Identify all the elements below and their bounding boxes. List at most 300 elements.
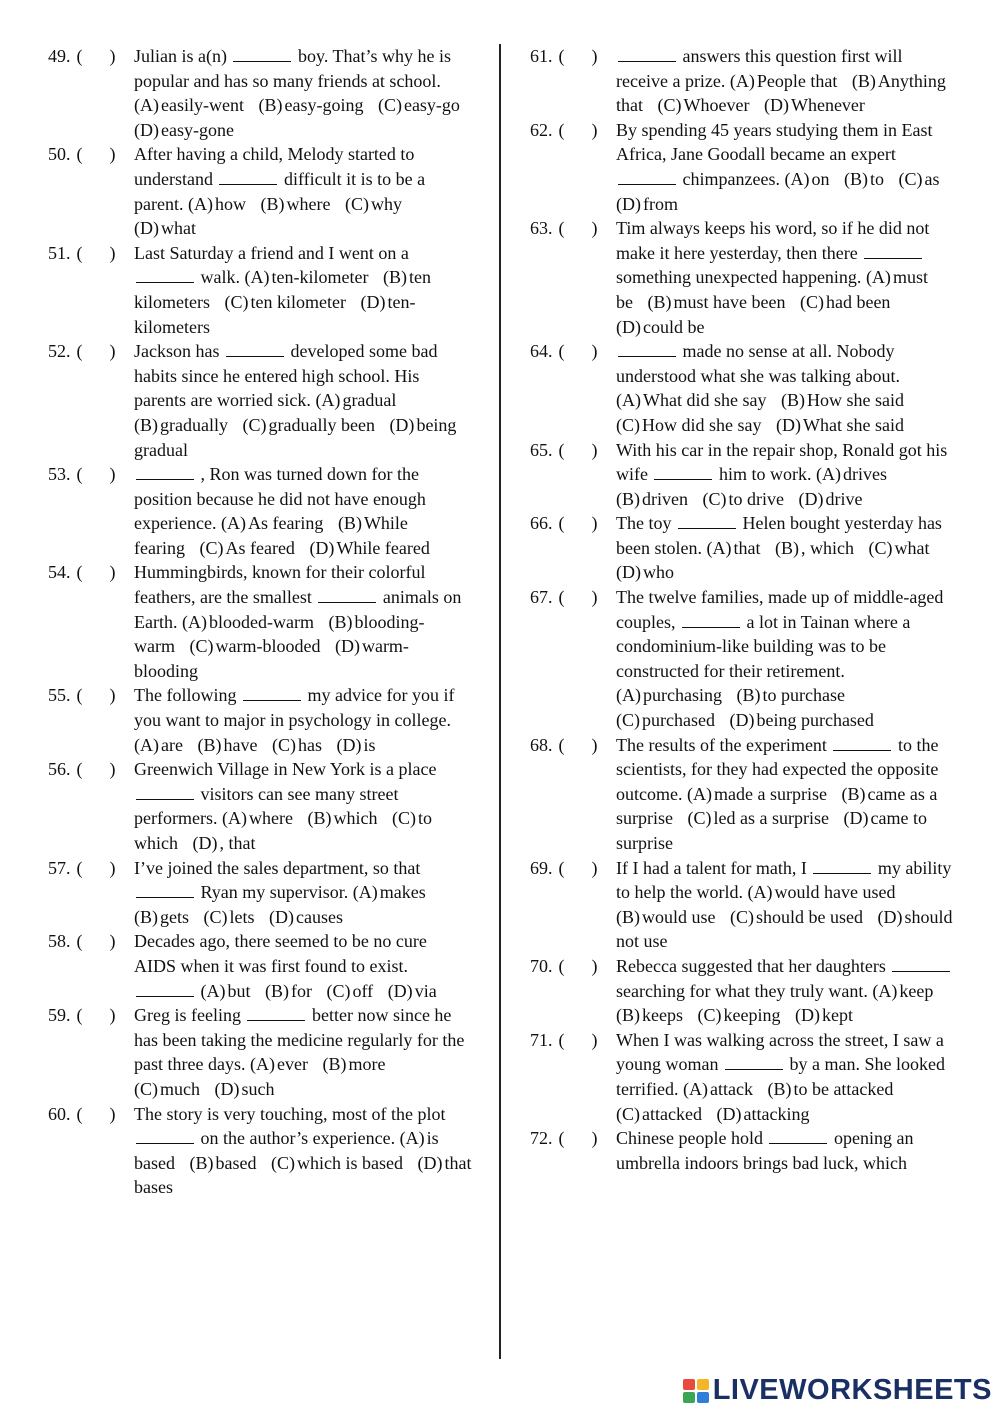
option-label: (C) — [868, 537, 893, 558]
question-stem: Jackson has — [134, 341, 220, 362]
answer-option[interactable] — [616, 1005, 683, 1025]
question-stem: Rebecca suggested that her daughters — [616, 955, 886, 976]
answer-option[interactable] — [345, 194, 402, 214]
option-label: (D) — [417, 1152, 443, 1173]
answer-option[interactable] — [134, 218, 196, 238]
option-text: Whenever — [790, 95, 865, 116]
answer-option[interactable] — [245, 267, 369, 287]
answer-parentheses[interactable]: ( ) — [558, 218, 598, 239]
option-label: (B) — [616, 906, 640, 927]
option-text: easy-go — [403, 95, 460, 116]
option-text: why — [370, 193, 402, 214]
option-label: (C) — [898, 168, 923, 189]
option-text: should not use — [616, 906, 953, 952]
option-text: came as a surprise — [616, 783, 938, 829]
option-label: (A) — [134, 734, 159, 755]
question-number-text: 54. — [48, 562, 71, 583]
answer-blank[interactable] — [833, 735, 891, 751]
option-label: (C) — [224, 291, 249, 312]
option-text: As feared — [225, 537, 295, 558]
answer-blank[interactable] — [136, 267, 194, 283]
option-text: have — [223, 734, 258, 755]
answer-parentheses[interactable]: ( ) — [76, 857, 116, 878]
answer-parentheses[interactable]: ( ) — [76, 931, 116, 952]
question — [48, 44, 472, 142]
question-number-text: 53. — [48, 464, 71, 485]
answer-option[interactable] — [798, 489, 862, 509]
option-label: (C) — [616, 414, 640, 435]
answer-option[interactable] — [221, 513, 323, 533]
answer-blank[interactable] — [136, 1128, 194, 1144]
answer-option[interactable] — [182, 612, 314, 632]
answer-blank[interactable] — [654, 464, 712, 480]
answer-option[interactable] — [702, 489, 784, 509]
answer-option[interactable] — [868, 538, 929, 558]
answer-blank[interactable] — [813, 858, 871, 874]
answer-parentheses[interactable]: ( ) — [76, 685, 116, 706]
option-text: ten kilometer — [250, 291, 346, 312]
option-text: makes — [379, 882, 426, 903]
answer-option[interactable] — [388, 981, 437, 1001]
option-label: (D) — [360, 291, 386, 312]
option-text: While feared — [336, 537, 430, 558]
answer-option[interactable] — [616, 907, 716, 927]
answer-option[interactable] — [250, 1054, 308, 1074]
answer-option[interactable] — [616, 685, 722, 705]
option-label: (C) — [134, 1078, 158, 1099]
option-label: (B) — [736, 685, 761, 706]
answer-parentheses[interactable]: ( ) — [558, 439, 598, 460]
answer-parentheses[interactable]: ( ) — [558, 857, 598, 878]
option-label: (D) — [134, 119, 159, 140]
option-label: (D) — [798, 488, 824, 509]
option-label: (C) — [189, 636, 214, 657]
question-stem-continued: my ability to help the world. — [616, 857, 952, 903]
answer-parentheses[interactable]: ( ) — [76, 242, 116, 263]
answer-parentheses[interactable]: ( ) — [558, 46, 598, 66]
question-number — [530, 118, 598, 143]
option-label: (B) — [307, 808, 332, 829]
option-text: to purchase — [762, 685, 845, 706]
option-text: While fearing — [134, 513, 408, 558]
answer-option[interactable] — [315, 390, 396, 410]
question — [48, 856, 472, 930]
option-text: but — [227, 980, 251, 1001]
answer-blank[interactable] — [136, 981, 194, 997]
option-label: (D) — [334, 636, 360, 657]
option-label: (A) — [200, 980, 226, 1001]
answer-blank[interactable] — [725, 1054, 783, 1070]
answer-option[interactable] — [688, 808, 829, 828]
option-label: (C) — [730, 906, 754, 927]
answer-option[interactable] — [616, 489, 688, 509]
answer-blank[interactable] — [892, 956, 950, 972]
answer-option[interactable] — [197, 735, 257, 755]
option-label: (B) — [616, 488, 640, 509]
answer-option[interactable] — [683, 1079, 753, 1099]
option-text: for — [291, 980, 313, 1001]
option-label: (B) — [337, 513, 362, 534]
answer-parentheses[interactable]: ( ) — [558, 955, 598, 976]
answer-option[interactable] — [648, 292, 786, 312]
option-text: attack — [709, 1078, 753, 1099]
option-text: is — [363, 734, 376, 755]
option-text: had been — [825, 291, 891, 312]
answer-parentheses[interactable]: ( ) — [558, 119, 598, 140]
question-number-text: 67. — [530, 587, 553, 608]
answer-option[interactable] — [215, 1079, 275, 1099]
answer-option[interactable] — [258, 95, 363, 115]
question — [48, 929, 472, 1003]
option-label: (D) — [843, 808, 869, 829]
question — [48, 1003, 472, 1101]
option-text: to which — [134, 808, 432, 853]
answer-blank[interactable] — [136, 882, 194, 898]
option-text: purchasing — [643, 685, 722, 706]
option-label: (C) — [799, 291, 824, 312]
answer-option[interactable] — [204, 907, 255, 927]
answer-option[interactable] — [134, 907, 189, 927]
answer-option[interactable] — [199, 538, 294, 558]
column-divider — [499, 44, 501, 1359]
answer-option[interactable] — [272, 735, 322, 755]
answer-option[interactable] — [616, 390, 766, 410]
answer-option[interactable] — [269, 907, 343, 927]
answer-blank[interactable] — [233, 46, 291, 62]
option-label: (B) — [851, 70, 876, 91]
option-text: How she said — [806, 390, 904, 411]
answer-option[interactable] — [775, 538, 854, 558]
question-stem: The results of the experiment — [616, 734, 827, 755]
option-text: easily-went — [161, 95, 244, 116]
answer-option[interactable] — [222, 808, 293, 828]
option-text: lets — [229, 906, 255, 927]
question-number-text: 51. — [48, 242, 71, 263]
liveworksheets-logo — [683, 1374, 992, 1407]
option-text: kept — [821, 1005, 853, 1026]
option-label: (D) — [309, 537, 335, 558]
option-text: where — [248, 808, 293, 829]
option-label: (C) — [697, 1005, 722, 1026]
answer-option[interactable] — [224, 292, 345, 312]
option-label: (A) — [865, 267, 891, 288]
option-label: (D) — [716, 1103, 742, 1124]
question — [530, 1028, 958, 1126]
question-number — [48, 241, 116, 266]
question-number — [48, 929, 116, 954]
answer-option[interactable] — [134, 1079, 200, 1099]
answer-option[interactable] — [730, 71, 837, 91]
answer-option[interactable] — [697, 1005, 780, 1025]
answer-option[interactable] — [764, 95, 865, 115]
option-text: would use — [642, 906, 716, 927]
question-number-text: 63. — [530, 218, 553, 239]
option-text: attacking — [743, 1103, 810, 1124]
option-label: (A) — [249, 1054, 275, 1075]
option-text: made a surprise — [713, 783, 827, 804]
question-number-text: 61. — [530, 46, 553, 66]
option-text: warm-blooding — [134, 636, 409, 681]
option-text: to drive — [728, 488, 784, 509]
answer-option[interactable] — [872, 981, 933, 1001]
answer-option[interactable] — [260, 194, 330, 214]
question-stem: The toy — [616, 513, 672, 534]
question-number-text: 64. — [530, 341, 553, 362]
answer-parentheses[interactable]: ( ) — [76, 562, 116, 583]
option-text: blooding-warm — [134, 611, 425, 657]
question-number-text: 70. — [530, 955, 553, 976]
option-label: (B) — [843, 168, 868, 189]
answer-option[interactable] — [706, 538, 760, 558]
question — [530, 216, 958, 339]
answer-option[interactable] — [616, 1104, 702, 1124]
option-label: (B) — [265, 980, 290, 1001]
answer-blank[interactable] — [618, 169, 676, 185]
answer-option[interactable] — [687, 784, 827, 804]
answer-blank[interactable] — [136, 464, 194, 480]
question-number-text: 65. — [530, 439, 553, 460]
question-number — [530, 511, 598, 536]
option-text: which is based — [296, 1152, 403, 1173]
answer-option[interactable] — [767, 1079, 893, 1099]
logo-mark-icon — [683, 1379, 709, 1403]
option-label: (B) — [189, 1152, 214, 1173]
answer-option[interactable] — [776, 415, 904, 435]
question-number-text: 49. — [48, 46, 71, 66]
answer-option[interactable] — [336, 735, 375, 755]
logo-text: LIVEWORKSHEETS — [712, 1374, 992, 1406]
option-label: (B) — [774, 537, 799, 558]
answer-blank[interactable] — [678, 513, 736, 529]
option-text: , that — [219, 833, 256, 853]
option-label: (A) — [784, 168, 810, 189]
option-label: (B) — [767, 1078, 792, 1099]
answer-option[interactable] — [378, 95, 460, 115]
option-label: (A) — [315, 390, 341, 411]
answer-option[interactable] — [327, 981, 374, 1001]
answer-option[interactable] — [134, 735, 183, 755]
question-number — [530, 1028, 598, 1053]
answer-blank[interactable] — [769, 1128, 827, 1144]
question — [530, 438, 958, 512]
answer-option[interactable] — [616, 317, 704, 337]
question — [48, 142, 472, 240]
answer-option[interactable] — [795, 1005, 853, 1025]
answer-option[interactable] — [898, 169, 939, 189]
question — [48, 339, 472, 462]
answer-option[interactable] — [353, 882, 426, 902]
option-label: (B) — [322, 1054, 347, 1075]
question-number — [530, 954, 598, 979]
answer-option[interactable] — [189, 1153, 256, 1173]
option-text: who — [643, 562, 674, 583]
question-number — [530, 1126, 598, 1151]
question-number-text: 60. — [48, 1103, 71, 1124]
option-label: (B) — [134, 414, 158, 435]
option-label: (D) — [387, 980, 413, 1001]
option-text: to — [869, 168, 884, 189]
answer-parentheses[interactable]: ( ) — [558, 1029, 598, 1050]
answer-parentheses[interactable]: ( ) — [76, 1005, 116, 1026]
answer-blank[interactable] — [618, 341, 676, 357]
question-stem: Greg is feeling — [134, 1005, 241, 1026]
question-number-text: 62. — [530, 119, 553, 140]
answer-option[interactable] — [816, 464, 887, 484]
option-label: (A) — [187, 193, 213, 214]
question — [530, 44, 958, 118]
option-text: from — [643, 193, 678, 214]
answer-parentheses[interactable]: ( ) — [76, 144, 116, 165]
question-number — [530, 216, 598, 241]
question-number — [48, 1102, 116, 1127]
answer-option[interactable] — [188, 194, 246, 214]
question-number-text: 55. — [48, 685, 71, 706]
answer-option[interactable] — [309, 538, 429, 558]
question-stem: Last Saturday a friend and I went on a — [134, 242, 409, 263]
option-label: (D) — [794, 1005, 820, 1026]
answer-blank[interactable] — [247, 1005, 305, 1021]
answer-option[interactable] — [134, 95, 244, 115]
answer-option[interactable] — [716, 1104, 809, 1124]
logo-square-blue — [697, 1392, 709, 1403]
question-number — [48, 462, 116, 487]
answer-option[interactable] — [616, 710, 715, 730]
answer-option[interactable] — [800, 292, 890, 312]
option-label: (A) — [815, 464, 841, 485]
option-label: (C) — [657, 95, 682, 116]
option-label: (A) — [682, 1078, 708, 1099]
answer-blank[interactable] — [219, 169, 277, 185]
answer-option[interactable] — [134, 120, 234, 140]
option-text: such — [241, 1078, 275, 1099]
answer-option[interactable] — [730, 907, 863, 927]
answer-option[interactable] — [658, 95, 750, 115]
answer-option[interactable] — [616, 562, 674, 582]
option-label: (D) — [616, 193, 641, 214]
question-stem: Tim always keeps his word, so if he did not make it here yesterday, then there — [616, 218, 930, 263]
option-text: What did she say — [643, 390, 767, 411]
answer-blank[interactable] — [243, 685, 301, 701]
option-label: (B) — [780, 390, 805, 411]
answer-option[interactable] — [134, 415, 228, 435]
option-label: (B) — [328, 611, 353, 632]
answer-parentheses[interactable]: ( ) — [76, 464, 116, 485]
question-stem-continued: on the author’s experience. — [200, 1128, 396, 1149]
option-text: would have used — [774, 882, 896, 903]
option-text: which — [333, 808, 378, 829]
answer-parentheses[interactable]: ( ) — [558, 1128, 598, 1149]
option-text: gradually — [160, 414, 228, 435]
question-number — [48, 339, 116, 364]
question-number — [530, 585, 598, 610]
option-label: (B) — [841, 783, 866, 804]
left-column — [48, 44, 472, 1200]
option-label: (D) — [729, 710, 755, 731]
answer-option[interactable] — [616, 194, 678, 214]
question-number-text: 68. — [530, 734, 553, 755]
answer-option[interactable] — [242, 415, 374, 435]
option-label: (D) — [616, 562, 641, 583]
option-label: (D) — [763, 95, 789, 116]
answer-parentheses[interactable]: ( ) — [558, 341, 598, 362]
question-stem: The story is very touching, most of the plot — [134, 1103, 446, 1124]
answer-parentheses[interactable]: ( ) — [558, 587, 598, 608]
option-label: (C) — [616, 1103, 640, 1124]
answer-blank[interactable] — [318, 587, 376, 603]
answer-option[interactable] — [307, 808, 377, 828]
option-text: what — [161, 218, 196, 239]
answer-parentheses[interactable]: ( ) — [76, 46, 116, 66]
option-text: drives — [842, 464, 887, 485]
option-text: that bases — [134, 1152, 472, 1198]
answer-option[interactable] — [736, 685, 844, 705]
option-label: (D) — [389, 414, 415, 435]
answer-option[interactable] — [265, 981, 312, 1001]
answer-blank[interactable] — [226, 341, 284, 357]
option-text: causes — [296, 906, 343, 927]
option-text: ever — [276, 1054, 308, 1075]
answer-parentheses[interactable]: ( ) — [558, 513, 598, 534]
answer-blank[interactable] — [682, 612, 740, 628]
answer-option[interactable] — [747, 882, 895, 902]
answer-blank[interactable] — [618, 46, 676, 62]
option-label: (B) — [134, 906, 158, 927]
question — [48, 683, 472, 757]
option-text: being purchased — [756, 710, 874, 731]
answer-option[interactable] — [784, 169, 829, 189]
answer-option[interactable] — [271, 1153, 403, 1173]
question-stem: If I had a talent for math, I — [616, 857, 807, 878]
option-label: (A) — [221, 808, 247, 829]
question-number — [48, 560, 116, 585]
question-number — [48, 856, 116, 881]
option-label: (A) — [352, 882, 378, 903]
answer-option[interactable] — [844, 169, 884, 189]
answer-parentheses[interactable]: ( ) — [76, 341, 116, 362]
option-text: keep — [899, 980, 934, 1001]
answer-option[interactable] — [193, 833, 256, 853]
option-text: As fearing — [247, 513, 324, 534]
option-label: (C) — [242, 414, 267, 435]
answer-parentheses[interactable]: ( ) — [76, 1103, 116, 1124]
answer-blank[interactable] — [136, 784, 194, 800]
answer-option[interactable] — [729, 710, 873, 730]
option-label: (C) — [616, 710, 640, 731]
option-label: (D) — [776, 414, 801, 435]
question-stem-continued: walk. — [200, 267, 240, 288]
question-stem-continued: my advice for you if you want to major in psychology in college. — [134, 685, 455, 731]
option-label: (D) — [192, 833, 218, 853]
option-label: (A) — [244, 267, 270, 288]
option-label: (B) — [616, 1005, 640, 1026]
option-label: (C) — [199, 537, 224, 558]
question-stem-continued: to the scientists, for they had expected the opposite outcome. — [616, 734, 939, 804]
question-stem-continued: chimpanzees. — [682, 168, 780, 189]
answer-parentheses[interactable]: ( ) — [558, 734, 598, 755]
question-stem: Decades ago, there seemed to be no cure AIDS when it was first found to exist. — [134, 931, 427, 976]
answer-option[interactable] — [189, 636, 320, 656]
option-text: ten kilometers — [134, 267, 431, 312]
option-label: (D) — [877, 906, 903, 927]
answer-option[interactable] — [616, 415, 762, 435]
answer-option[interactable] — [201, 981, 251, 1001]
option-label: (C) — [203, 906, 228, 927]
answer-option[interactable] — [322, 1054, 385, 1074]
answer-blank[interactable] — [864, 243, 922, 259]
answer-option[interactable] — [781, 390, 904, 410]
answer-parentheses[interactable]: ( ) — [76, 759, 116, 780]
question — [530, 511, 958, 585]
